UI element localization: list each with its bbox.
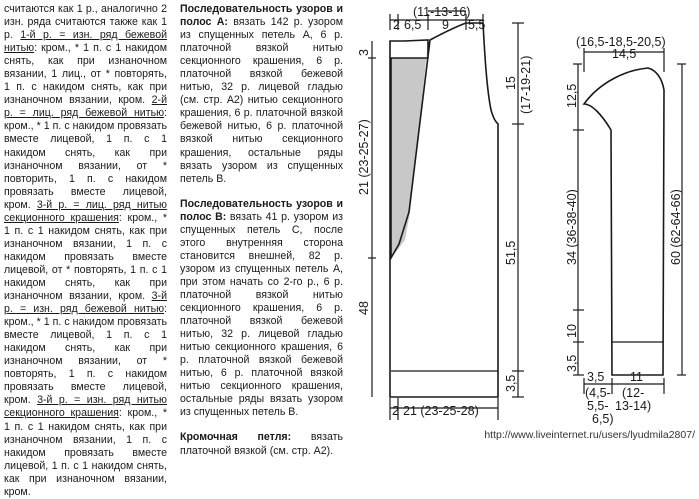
sleeve-bottom-dim-3: (4,5-: [585, 386, 611, 400]
sleeve-bottom-dim-7: 6,5): [592, 412, 614, 426]
row-heading: 1-й р. = изн. ряд бежевой нитью: [4, 29, 168, 55]
pattern-b-heading: Последовательность узоров и полос В:: [180, 197, 343, 223]
sleeve-top-dim-2: 14,5: [612, 47, 637, 61]
body-top-dim-3: 9: [442, 18, 449, 32]
body-top-dim-5: (11-13-16): [413, 5, 471, 19]
sleeve-right-dim-1: 60 (62-64-66): [669, 189, 683, 265]
sleeve-piece-outline: [584, 68, 664, 375]
pattern-a-text: вязать 142 р. узором из спущенных петель А, 6 р. платочной вязкой нитью секционного крашения, 6 р. платочной вязкой бежевой нитью, 32 р. лицевой гладью (см. стр. А2) нитью секционного крашения, 6 р. платочной вязкой бежевой нитью, 6 р. платочной вязкой нитью секционного крашения, остальные ряды вязать узором из спущенных петель В.: [180, 16, 343, 185]
row-heading: 2-й р. = лиц. ряд бежевой нитью: [4, 94, 167, 120]
body-right-dim-2: (17-19-21): [519, 55, 533, 114]
sleeve-bottom-dim-4: (12-: [622, 386, 645, 400]
body-bottom-dim-1: 2: [392, 404, 399, 418]
pattern-b-text: вязать 41 р. узором из спущенных петель С, после этого внутренняя сторона становится внешней, 82 р. узором из спущенных петель А, при этом начать со 2-го р., 6 р. платочной вязкой нитью секционного крашения, 6 р. платочной вязкой бежевой нитью, 32 р. лицевой гладью нитью секционного крашения, 6 р. платочной вязкой бежевой нитью, 6 р. платочной вязкой нитью секционного крашения, остальные ряды вязать узором из спущенных петель В.: [180, 210, 343, 419]
body-right-dim-3: 51,5: [504, 240, 518, 265]
sleeve-bottom-dim-6: 13-14): [615, 399, 652, 413]
body-left-dim-1: 3: [357, 49, 371, 56]
row-heading: 3-й р. = изн. ряд бежевой нитью: [4, 290, 167, 316]
body-top-dim-2: 6,5: [404, 18, 422, 32]
row-text: : кром., * 1 п. с накидом провязать вместе лицевой, 1 п. с 1 накидом снять, как при изнаночном вязании, от * повторять, 1 п. с накидом провязать вместе лицевой, кром.: [4, 303, 167, 407]
row-text: : кром., * 1 п. с 1 накидом снять, как при изнаночном вязании, 1 лиц., от * повторять, 1 п. с накидом снять, как при изнаночном вязании, кром.: [4, 42, 167, 107]
body-left-dim-3: 48: [357, 301, 371, 315]
row-text: : кром., * 1 п. с накидом провязать вместе лицевой, 1 п. с 1 накидом снять, как при изнаночном вязании, от * повторить, 1 п. с накидом провязать вместе лицевой, кром.: [4, 107, 167, 211]
sleeve-left-dim-3: 10: [565, 324, 579, 338]
sleeve-left-dim-1: 12,5: [565, 83, 579, 108]
body-bottom-dim-2: 21 (23-25-28): [403, 404, 479, 418]
sleeve-bottom-dim-5: 5,5-: [587, 399, 609, 413]
sleeve-left-dim-2: 34 (36-38-40): [565, 189, 579, 265]
front-band-shading: [390, 42, 428, 258]
row-text: : кром., * 1 п. с 1 накидом снять, как при изнаночном вязании, 1 п. с накидом провязать вместе лицевой, от * повторять, 1 п. с 1 накидом снять, как при изнаночном вязании, кром.: [4, 211, 167, 303]
body-top-dim-1: 2: [393, 18, 400, 32]
body-left-dim-2: 21 (23-25-27): [357, 119, 371, 195]
body-right-dim-4: 3,5: [504, 374, 518, 392]
row-text: считаются как 1 р., аналогично 2 изн. ряда считаются также как 1 р.: [4, 3, 167, 42]
edge-stitch-text: вязать платочной вязкой (см. стр. А2).: [180, 431, 343, 457]
sleeve-bottom-dim-2: 11: [630, 370, 643, 384]
body-top-dim-4: 5,5: [468, 18, 486, 32]
body-right-dim-1: 15: [504, 76, 518, 90]
row-heading: 3-й р. = изн. ряд нитью секционного крашения: [4, 394, 167, 420]
row-heading: 3-й р. = лиц. ряд нитью секционного крашения: [4, 198, 167, 224]
watermark: http://www.liveinternet.ru/users/lyudmila2807/: [484, 429, 695, 441]
pattern-a-heading: Последовательность узоров и полос А:: [180, 3, 343, 29]
sleeve-top-dim-1: (16,5-18,5-20,5): [576, 35, 666, 49]
sleeve-left-dim-4: 3,5: [565, 354, 579, 372]
row-text: : кром., * 1 п. с 1 накидом снять, как при изнаночном вязании, 1 п. с накидом провязать вместе лицевой, 1 п. с 1 накидом снять, как при изнаночном вязании, кром.: [4, 407, 167, 498]
sleeve-bottom-dim-1: 3,5: [587, 370, 605, 384]
edge-stitch-heading: Кромочная петля:: [180, 431, 292, 444]
